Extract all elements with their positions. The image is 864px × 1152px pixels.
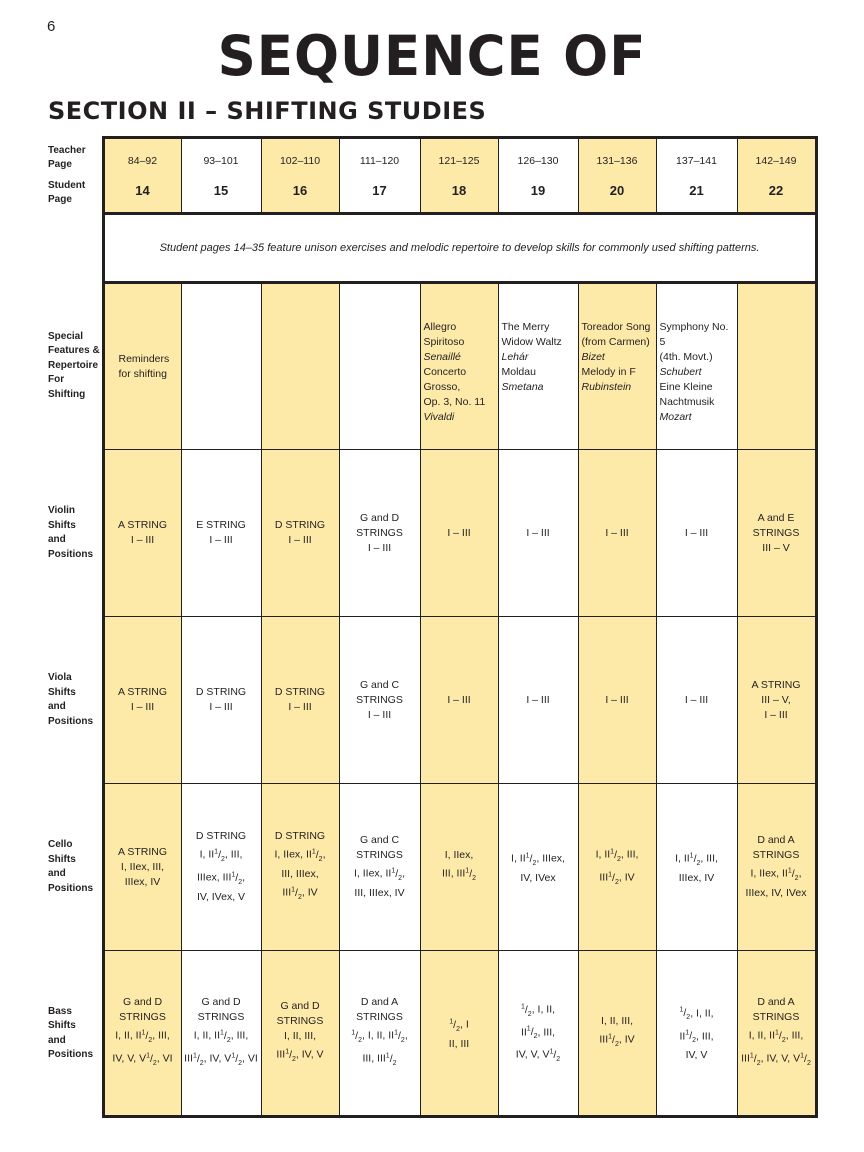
violin-line: I – III bbox=[288, 534, 312, 546]
cello-line: I, IIex, $II^1/_2$, bbox=[750, 867, 802, 882]
student-page-label: Student Page bbox=[48, 179, 86, 205]
student-page-value: 21 bbox=[689, 182, 704, 198]
repertoire-title: Symphony No. 5 bbox=[659, 321, 729, 348]
repertoire-title: Moldau bbox=[501, 366, 536, 378]
teacher-page-value: 131–136 bbox=[596, 154, 638, 167]
viola-cell bbox=[656, 617, 737, 784]
cello-line: IIIex, IV bbox=[124, 875, 161, 888]
composer-name: Lehár bbox=[501, 351, 529, 363]
bass-line: G and D bbox=[122, 996, 163, 1009]
page-cell bbox=[737, 138, 816, 214]
repertoire-title: The Merry bbox=[501, 321, 550, 333]
repertoire-title: Op. 3, No. 11 bbox=[423, 396, 486, 408]
violin-line: A STRING bbox=[117, 519, 167, 531]
repertoire-title: (4th. Movt.) bbox=[659, 351, 713, 363]
cello-line: III, $III^1/_2$ bbox=[441, 867, 477, 882]
violin-line: STRINGS bbox=[356, 526, 403, 539]
repertoire-title: Toreador Song bbox=[581, 321, 651, 333]
page-cell bbox=[578, 138, 656, 214]
viola-line: D STRING bbox=[195, 686, 247, 698]
repertoire-cell bbox=[261, 283, 339, 450]
viola-line: D STRING bbox=[274, 686, 326, 698]
student-page-value: 17 bbox=[372, 182, 387, 198]
cello-cell bbox=[339, 784, 420, 951]
repertoire-title: Nachtmusik bbox=[659, 396, 715, 408]
cello-line: IIIex, $III^1/_2$, bbox=[196, 871, 246, 886]
bass-line: D and A bbox=[757, 996, 795, 1009]
repertoire-title: Spiritoso bbox=[423, 336, 465, 348]
note-cell bbox=[103, 214, 816, 283]
viola-line: I – III bbox=[288, 701, 312, 713]
repertoire-cell bbox=[339, 283, 420, 450]
page-cell bbox=[420, 138, 498, 214]
bass-cell bbox=[103, 951, 181, 1117]
bass-line: IV, V, $V^1/_2$, VI bbox=[112, 1052, 173, 1067]
cello-cell bbox=[578, 784, 656, 951]
page-cell bbox=[181, 138, 261, 214]
violin-line: I – III bbox=[605, 526, 629, 539]
violin-line: I – III bbox=[684, 526, 709, 539]
page-cell bbox=[498, 138, 578, 214]
viola-line: G and C bbox=[359, 678, 400, 691]
bass-line: STRINGS bbox=[197, 1011, 245, 1024]
bass-line: $III^1/_2$, IV, V bbox=[276, 1048, 324, 1063]
violin-line: I – III bbox=[209, 534, 233, 546]
cello-line: STRINGS bbox=[356, 849, 403, 862]
viola-cell bbox=[261, 617, 339, 784]
cello-line: III, IIIex, bbox=[281, 868, 319, 880]
viola-cell bbox=[420, 617, 498, 784]
bass-line: I, II, III, bbox=[283, 1030, 317, 1043]
teacher-page-value: 137–141 bbox=[676, 154, 717, 167]
viola-line: I – III bbox=[764, 708, 788, 721]
cello-line: I, $II^1/_2$, III, bbox=[675, 852, 718, 867]
cello-line: IV, IVex bbox=[520, 871, 556, 884]
repertoire-cell bbox=[656, 283, 737, 450]
bass-line: I, II, III, bbox=[600, 1015, 634, 1028]
cello-line: I, $II^1/_2$, IIIex, bbox=[511, 852, 565, 867]
repertoire-line: Reminders bbox=[118, 352, 170, 365]
teacher-page-value: 126–130 bbox=[517, 154, 559, 167]
teacher-page-value: 102–110 bbox=[279, 154, 321, 167]
viola-line: A STRING bbox=[117, 686, 167, 698]
bass-cell bbox=[181, 951, 261, 1117]
cello-line: IIIex, IV, IVex bbox=[745, 886, 807, 899]
bass-line: IV, V bbox=[685, 1049, 708, 1062]
repertoire-cell bbox=[103, 283, 181, 450]
bass-line: $III^1/_2$, IV, V, $V^1/_2$ bbox=[741, 1052, 811, 1067]
repertoire-cell bbox=[578, 283, 656, 450]
violin-line: I – III bbox=[526, 526, 550, 539]
bass-line: III, $III^1/_2$ bbox=[362, 1052, 397, 1067]
repertoire-cell bbox=[498, 283, 578, 450]
bass-cell bbox=[339, 951, 420, 1117]
teacher-page-value: 142–149 bbox=[755, 154, 797, 167]
bass-line: $^1/_2$, I bbox=[449, 1018, 469, 1033]
composer-name: Senaillé bbox=[423, 351, 461, 363]
bass-line: $^1/_2$, I, II, bbox=[679, 1006, 714, 1022]
cello-line: $III^1/_2$, IV bbox=[599, 871, 635, 886]
cello-line: G and C bbox=[359, 834, 400, 847]
student-page-value: 19 bbox=[530, 182, 546, 198]
cello-cell bbox=[181, 784, 261, 951]
page-title: SEQUENCE OF bbox=[217, 24, 647, 89]
composer-name: Bizet bbox=[581, 351, 605, 363]
viola-cell bbox=[339, 617, 420, 784]
viola-cell bbox=[498, 617, 578, 784]
viola-label: Viola Shifts and Positions bbox=[48, 672, 94, 727]
cello-cell bbox=[737, 784, 816, 951]
cello-line: D STRING bbox=[274, 830, 326, 843]
composer-name: Rubinstein bbox=[581, 381, 632, 393]
page-cell bbox=[656, 138, 737, 214]
teacher-page-value: 121–125 bbox=[438, 154, 480, 167]
viola-line: I – III bbox=[605, 693, 629, 706]
cello-cell bbox=[420, 784, 498, 951]
repertoire-title: Eine Kleine bbox=[659, 381, 713, 393]
note-text: Student pages 14–35 feature unison exercises and melodic repertoire to develop skills for commonly used shifting patterns. bbox=[159, 241, 760, 254]
viola-cell bbox=[737, 617, 816, 784]
student-page-value: 14 bbox=[135, 182, 150, 198]
violin-cell bbox=[498, 450, 578, 617]
cello-label: Cello Shifts and Positions bbox=[48, 839, 94, 894]
cello-line: I, $II^1/_2$, III, bbox=[595, 848, 639, 863]
bass-label: Bass Shifts and Positions bbox=[48, 1005, 94, 1060]
violin-line: III – V bbox=[762, 541, 790, 554]
bass-line: I, II, $II^1/_2$, III, bbox=[115, 1029, 170, 1044]
bass-line: STRINGS bbox=[276, 1015, 324, 1028]
cello-line: D STRING bbox=[195, 830, 247, 843]
composer-name: Smetana bbox=[501, 381, 544, 393]
violin-line: A and E bbox=[757, 511, 795, 524]
bass-cell bbox=[737, 951, 816, 1117]
bass-line: STRINGS bbox=[119, 1011, 166, 1024]
cello-cell bbox=[261, 784, 339, 951]
bass-line: II, III bbox=[448, 1037, 470, 1050]
violin-cell bbox=[420, 450, 498, 617]
cello-cell bbox=[656, 784, 737, 951]
bass-line: $II^1/_2$, III, bbox=[520, 1025, 556, 1041]
cello-line: I, IIex, $II^1/_2$, bbox=[353, 867, 405, 882]
bass-line: I, II, $II^1/_2$, III, bbox=[748, 1029, 804, 1044]
violin-cell bbox=[339, 450, 420, 617]
repertoire-cell bbox=[181, 283, 261, 450]
viola-cell bbox=[578, 617, 656, 784]
viola-line: I – III bbox=[130, 701, 155, 713]
violin-line: I – III bbox=[130, 534, 155, 546]
viola-line: III – V, bbox=[761, 693, 791, 706]
cello-line: I, IIex, $II^1/_2$, bbox=[274, 848, 326, 863]
cello-line: A STRING bbox=[117, 845, 167, 858]
repertoire-label: Special Features & Repertoire For Shifting bbox=[48, 330, 100, 400]
repertoire-cell bbox=[420, 283, 498, 450]
composer-name: Schubert bbox=[659, 366, 702, 378]
cello-line: D and A bbox=[757, 834, 795, 847]
violin-line: G and D bbox=[359, 511, 400, 524]
violin-line: STRINGS bbox=[752, 526, 800, 539]
bass-line: $III^1/_2$, IV bbox=[599, 1033, 635, 1048]
student-page-value: 20 bbox=[609, 182, 625, 198]
composer-name: Vivaldi bbox=[423, 411, 455, 423]
violin-line: D STRING bbox=[274, 519, 326, 531]
repertoire-title: Melody in F bbox=[581, 366, 636, 378]
repertoire-cell bbox=[737, 283, 816, 450]
cello-line: $III^1/_2$, IV bbox=[282, 886, 318, 901]
violin-line: E STRING bbox=[196, 519, 246, 531]
viola-line: STRINGS bbox=[356, 693, 403, 706]
viola-line: I – III bbox=[447, 693, 471, 706]
cello-line: IV, IVex, V bbox=[196, 890, 246, 903]
cello-line: I, IIex, III, bbox=[120, 860, 165, 873]
repertoire-line: for shifting bbox=[118, 367, 167, 380]
teacher-page-value: 84–92 bbox=[127, 154, 158, 167]
repertoire-title: Allegro bbox=[423, 321, 457, 333]
bass-line: G and D bbox=[280, 1000, 320, 1013]
cello-line: STRINGS bbox=[752, 849, 800, 862]
cello-line: I, $II^1/_2$, III, bbox=[199, 848, 243, 863]
violin-line: I – III bbox=[447, 526, 471, 539]
violin-line: I – III bbox=[367, 541, 392, 554]
cello-line: III, IIIex, IV bbox=[354, 886, 405, 899]
bass-line: $III^1/_2$, IV, $V^1/_2$, VI bbox=[184, 1052, 258, 1067]
student-page-value: 15 bbox=[213, 182, 229, 198]
bass-line: STRINGS bbox=[356, 1011, 403, 1024]
bass-cell bbox=[261, 951, 339, 1117]
bass-line: STRINGS bbox=[752, 1011, 800, 1024]
note-row-spacer bbox=[48, 214, 103, 283]
cello-line: IIIex, IV bbox=[678, 871, 715, 884]
repertoire-title: Concerto Grosso, bbox=[423, 366, 467, 393]
bass-cell bbox=[420, 951, 498, 1117]
viola-line: I – III bbox=[367, 708, 392, 721]
bass-cell bbox=[498, 951, 578, 1117]
violin-cell bbox=[737, 450, 816, 617]
section-subtitle: SECTION II – SHIFTING STUDIES bbox=[48, 97, 487, 125]
violin-cell bbox=[181, 450, 261, 617]
bass-line: $II^1/_2$, III, bbox=[679, 1029, 714, 1045]
violin-cell bbox=[103, 450, 181, 617]
teacher-page-value: 111–120 bbox=[359, 154, 400, 167]
cello-line: I, IIex, bbox=[444, 849, 474, 862]
violin-label: Violin Shifts and Positions bbox=[48, 505, 94, 560]
page-cell bbox=[103, 138, 181, 214]
bass-line: D and A bbox=[360, 996, 399, 1009]
cello-cell bbox=[498, 784, 578, 951]
bass-line: I, II, $II^1/_2$, III, bbox=[193, 1029, 249, 1044]
page-number: 6 bbox=[47, 18, 56, 35]
viola-line: I – III bbox=[526, 693, 550, 706]
repertoire-title: (from Carmen) bbox=[581, 336, 650, 348]
repertoire-title: Widow Waltz bbox=[501, 336, 562, 348]
cello-cell bbox=[103, 784, 181, 951]
bass-cell bbox=[656, 951, 737, 1117]
bass-line: $^1/_2$, I, II, $II^1/_2$, bbox=[351, 1029, 408, 1044]
page-cell bbox=[261, 138, 339, 214]
viola-line: A STRING bbox=[751, 678, 801, 691]
violin-cell bbox=[656, 450, 737, 617]
viola-cell bbox=[181, 617, 261, 784]
page-cell bbox=[339, 138, 420, 214]
bass-cell bbox=[578, 951, 656, 1117]
viola-cell bbox=[103, 617, 181, 784]
viola-line: I – III bbox=[209, 701, 233, 713]
student-page-value: 16 bbox=[292, 182, 308, 198]
violin-cell bbox=[261, 450, 339, 617]
bass-line: G and D bbox=[201, 996, 241, 1009]
sequence-table bbox=[48, 136, 816, 1115]
composer-name: Mozart bbox=[659, 411, 692, 423]
teacher-page-value: 93–101 bbox=[203, 154, 239, 167]
viola-line: I – III bbox=[684, 693, 709, 706]
bass-line: IV, V, $V^1/_2$ bbox=[515, 1048, 561, 1063]
student-page-value: 18 bbox=[451, 182, 467, 198]
bass-line: $^1/_2$, I, II, bbox=[520, 1003, 556, 1018]
violin-cell bbox=[578, 450, 656, 617]
teacher-page-label: Teacher Page bbox=[48, 144, 86, 170]
student-page-value: 22 bbox=[768, 182, 784, 198]
page-row-labels bbox=[48, 138, 103, 214]
